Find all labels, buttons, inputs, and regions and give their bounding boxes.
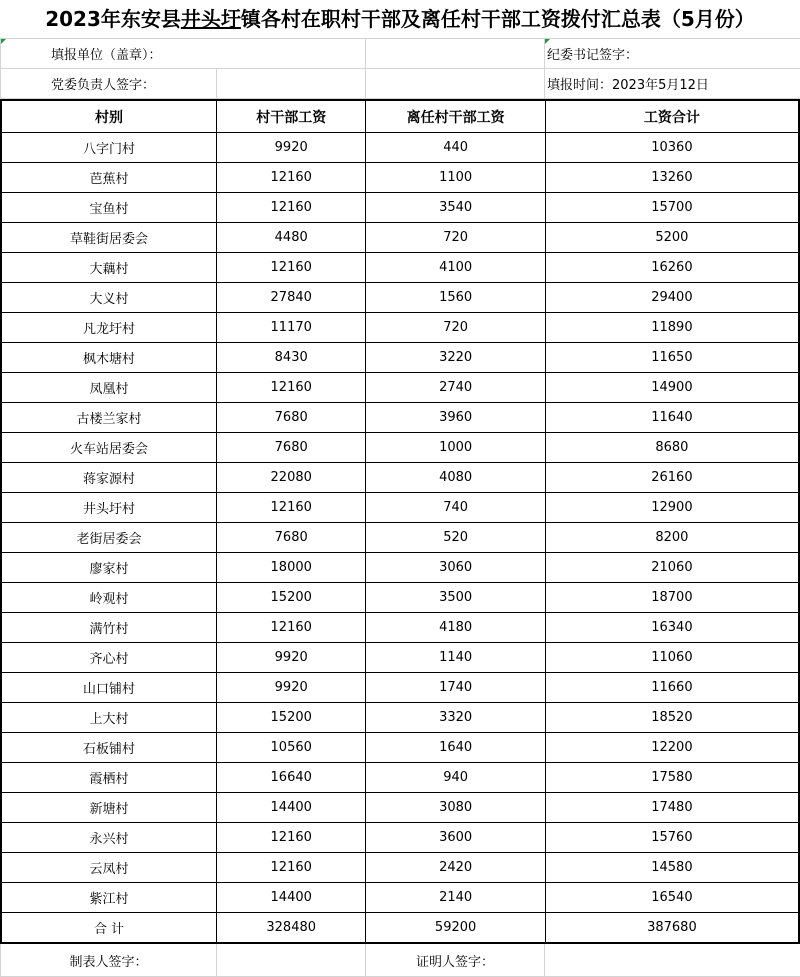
table-row <box>1 373 799 403</box>
cell-retired-salary[interactable]: 4080 <box>366 463 545 493</box>
cell-cadre-salary[interactable]: 15200 <box>217 703 366 733</box>
cell-cadre-salary[interactable]: 9920 <box>217 133 366 163</box>
cell-total-salary[interactable]: 16340 <box>545 613 799 643</box>
title-part-1: 2023年东安县 <box>45 7 181 31</box>
table-row <box>1 883 799 913</box>
meta-empty-cell[interactable] <box>366 39 545 69</box>
col-header-cadre-salary[interactable]: 村干部工资 <box>217 100 366 133</box>
sheet-title <box>0 0 800 38</box>
cell-total-salary[interactable]: 14900 <box>545 373 799 403</box>
cell-village[interactable]: 草鞋街居委会 <box>1 223 217 253</box>
cell-total-salary[interactable]: 13260 <box>545 163 799 193</box>
table-row <box>1 763 799 793</box>
cell-total-salary[interactable]: 5200 <box>545 223 799 253</box>
table-row <box>1 793 799 823</box>
table-row <box>1 643 799 673</box>
cell-total-salary[interactable]: 15760 <box>545 823 799 853</box>
cell-total-salary[interactable]: 18520 <box>545 703 799 733</box>
cell-cadre-salary[interactable]: 9920 <box>217 673 366 703</box>
table-row <box>1 493 799 523</box>
cell-village[interactable]: 凤凰村 <box>1 373 217 403</box>
cell-retired-salary[interactable]: 520 <box>366 523 545 553</box>
cell-village[interactable]: 紫江村 <box>1 883 217 913</box>
table-maker-sign-label[interactable]: 制表人签字： <box>1 944 217 977</box>
cell-total-salary[interactable]: 29400 <box>545 283 799 313</box>
cell-total-salary[interactable]: 21060 <box>545 553 799 583</box>
cell-village[interactable]: 古楼兰家村 <box>1 403 217 433</box>
cell-retired-salary[interactable]: 2420 <box>366 853 545 883</box>
total-label[interactable]: 合 计 <box>1 913 217 944</box>
table-row <box>1 403 799 433</box>
cell-cadre-salary[interactable]: 12160 <box>217 253 366 283</box>
cell-retired-salary[interactable]: 1640 <box>366 733 545 763</box>
cell-retired-salary[interactable]: 1740 <box>366 673 545 703</box>
cell-village[interactable]: 蒋家源村 <box>1 463 217 493</box>
cell-total-salary[interactable]: 11660 <box>545 673 799 703</box>
footer-sign-table <box>0 944 800 977</box>
cell-retired-salary[interactable]: 940 <box>366 763 545 793</box>
cell-retired-salary[interactable]: 2740 <box>366 373 545 403</box>
title-part-2: 镇各村在职村干部及离任村干部工资拨付汇总表（5月份） <box>241 7 755 31</box>
table-row <box>1 163 799 193</box>
cell-retired-salary[interactable]: 4100 <box>366 253 545 283</box>
cell-village[interactable]: 井头圩村 <box>1 493 217 523</box>
cell-retired-salary[interactable]: 3600 <box>366 823 545 853</box>
cell-retired-salary[interactable]: 740 <box>366 493 545 523</box>
cell-village[interactable]: 大藕村 <box>1 253 217 283</box>
meta-empty-cell[interactable] <box>217 69 366 99</box>
cell-cadre-salary[interactable]: 22080 <box>217 463 366 493</box>
cell-cadre-salary[interactable]: 14400 <box>217 793 366 823</box>
meta-info-table <box>0 38 800 99</box>
cell-total-salary[interactable]: 12900 <box>545 493 799 523</box>
salary-table <box>0 99 800 944</box>
cell-retired-salary[interactable]: 3540 <box>366 193 545 223</box>
cell-retired-salary[interactable]: 3080 <box>366 793 545 823</box>
cell-village[interactable]: 齐心村 <box>1 643 217 673</box>
cell-total-salary[interactable]: 8200 <box>545 523 799 553</box>
cell-cadre-salary[interactable]: 9920 <box>217 643 366 673</box>
cell-retired-salary[interactable]: 720 <box>366 313 545 343</box>
cell-village[interactable]: 廖家村 <box>1 553 217 583</box>
cell-village[interactable]: 火车站居委会 <box>1 433 217 463</box>
witness-sign-label[interactable]: 证明人签字： <box>366 944 545 977</box>
cell-total-salary[interactable]: 12200 <box>545 733 799 763</box>
table-row <box>1 463 799 493</box>
cell-village[interactable]: 霞栖村 <box>1 763 217 793</box>
cell-village[interactable]: 新塘村 <box>1 793 217 823</box>
cell-village[interactable]: 山口铺村 <box>1 673 217 703</box>
cell-village[interactable]: 满竹村 <box>1 613 217 643</box>
cell-retired-salary[interactable]: 4180 <box>366 613 545 643</box>
cell-village[interactable]: 云凤村 <box>1 853 217 883</box>
cell-cadre-salary[interactable]: 12160 <box>217 823 366 853</box>
table-row <box>1 133 799 163</box>
cell-total-salary[interactable]: 11060 <box>545 643 799 673</box>
cell-village[interactable]: 八字门村 <box>1 133 217 163</box>
total-cadre-salary[interactable]: 328480 <box>217 913 366 944</box>
table-row <box>1 673 799 703</box>
cell-total-salary[interactable]: 11890 <box>545 313 799 343</box>
table-row <box>1 613 799 643</box>
meta-empty-cell[interactable] <box>366 69 545 99</box>
table-row <box>1 553 799 583</box>
cell-total-salary[interactable]: 16540 <box>545 883 799 913</box>
cell-village[interactable]: 芭蕉村 <box>1 163 217 193</box>
cell-cadre-salary[interactable]: 15200 <box>217 583 366 613</box>
cell-cadre-salary[interactable]: 4480 <box>217 223 366 253</box>
total-salary-sum[interactable]: 387680 <box>545 913 799 944</box>
cell-retired-salary[interactable]: 3960 <box>366 403 545 433</box>
cell-total-salary[interactable]: 16260 <box>545 253 799 283</box>
cell-cadre-salary[interactable]: 11170 <box>217 313 366 343</box>
cell-cadre-salary[interactable]: 14400 <box>217 883 366 913</box>
party-sign-label[interactable]: 党委负责人签字： <box>1 69 217 99</box>
cell-village[interactable]: 大义村 <box>1 283 217 313</box>
table-row <box>1 853 799 883</box>
fill-date-label[interactable]: 填报时间：2023年5月12日 <box>545 69 800 99</box>
cell-retired-salary[interactable]: 1140 <box>366 643 545 673</box>
cell-cadre-salary[interactable]: 16640 <box>217 763 366 793</box>
table-row <box>1 703 799 733</box>
cell-cadre-salary[interactable]: 12160 <box>217 853 366 883</box>
cell-retired-salary[interactable]: 3060 <box>366 553 545 583</box>
cell-cadre-salary[interactable]: 7680 <box>217 523 366 553</box>
title-town-name: 井头圩 <box>181 7 241 31</box>
total-retired-salary[interactable]: 59200 <box>366 913 545 944</box>
col-header-total-salary[interactable]: 工资合计 <box>545 100 799 133</box>
col-header-village[interactable]: 村别 <box>1 100 217 133</box>
table-row <box>1 193 799 223</box>
cell-total-salary[interactable]: 14580 <box>545 853 799 883</box>
cell-cadre-salary[interactable]: 12160 <box>217 493 366 523</box>
cell-village[interactable]: 凡龙圩村 <box>1 313 217 343</box>
cell-village[interactable]: 上大村 <box>1 703 217 733</box>
table-row <box>1 313 799 343</box>
cell-village[interactable]: 宝鱼村 <box>1 193 217 223</box>
header-row <box>1 100 799 133</box>
total-row <box>1 913 799 944</box>
cell-village[interactable]: 永兴村 <box>1 823 217 853</box>
table-row <box>1 523 799 553</box>
table-row <box>1 283 799 313</box>
footer-empty-cell[interactable] <box>545 944 800 977</box>
cell-retired-salary[interactable]: 3500 <box>366 583 545 613</box>
cell-retired-salary[interactable]: 720 <box>366 223 545 253</box>
fill-unit-label[interactable]: 填报单位（盖章）： <box>1 39 366 69</box>
cell-total-salary[interactable]: 17480 <box>545 793 799 823</box>
cell-retired-salary[interactable]: 3220 <box>366 343 545 373</box>
cell-total-salary[interactable]: 26160 <box>545 463 799 493</box>
footer-empty-cell[interactable] <box>217 944 366 977</box>
table-row <box>1 223 799 253</box>
col-header-retired-salary[interactable]: 离任村干部工资 <box>366 100 545 133</box>
table-row <box>1 823 799 853</box>
cell-cadre-salary[interactable]: 10560 <box>217 733 366 763</box>
cell-cadre-salary[interactable]: 18000 <box>217 553 366 583</box>
cell-cadre-salary[interactable]: 12160 <box>217 613 366 643</box>
table-row <box>1 583 799 613</box>
cell-total-salary[interactable]: 17580 <box>545 763 799 793</box>
cell-retired-salary[interactable]: 2140 <box>366 883 545 913</box>
table-row <box>1 253 799 283</box>
cell-total-salary[interactable]: 11640 <box>545 403 799 433</box>
cell-cadre-salary[interactable]: 7680 <box>217 403 366 433</box>
cell-village[interactable]: 石板铺村 <box>1 733 217 763</box>
cell-retired-salary[interactable]: 1100 <box>366 163 545 193</box>
cell-total-salary[interactable]: 10360 <box>545 133 799 163</box>
cell-total-salary[interactable]: 18700 <box>545 583 799 613</box>
cell-retired-salary[interactable]: 1000 <box>366 433 545 463</box>
cell-cadre-salary[interactable]: 12160 <box>217 193 366 223</box>
cell-retired-salary[interactable]: 3320 <box>366 703 545 733</box>
cell-total-salary[interactable]: 11650 <box>545 343 799 373</box>
table-row <box>1 433 799 463</box>
cell-cadre-salary[interactable]: 7680 <box>217 433 366 463</box>
cell-total-salary[interactable]: 8680 <box>545 433 799 463</box>
cell-village[interactable]: 岭观村 <box>1 583 217 613</box>
cell-retired-salary[interactable]: 440 <box>366 133 545 163</box>
cell-retired-salary[interactable]: 1560 <box>366 283 545 313</box>
cell-cadre-salary[interactable]: 12160 <box>217 373 366 403</box>
cell-cadre-salary[interactable]: 12160 <box>217 163 366 193</box>
cell-village[interactable]: 枫木塘村 <box>1 343 217 373</box>
table-row <box>1 343 799 373</box>
cell-village[interactable]: 老街居委会 <box>1 523 217 553</box>
cell-cadre-salary[interactable]: 8430 <box>217 343 366 373</box>
cell-total-salary[interactable]: 15700 <box>545 193 799 223</box>
discipline-sign-label[interactable]: 纪委书记签字： <box>545 39 800 69</box>
table-row <box>1 733 799 763</box>
cell-cadre-salary[interactable]: 27840 <box>217 283 366 313</box>
